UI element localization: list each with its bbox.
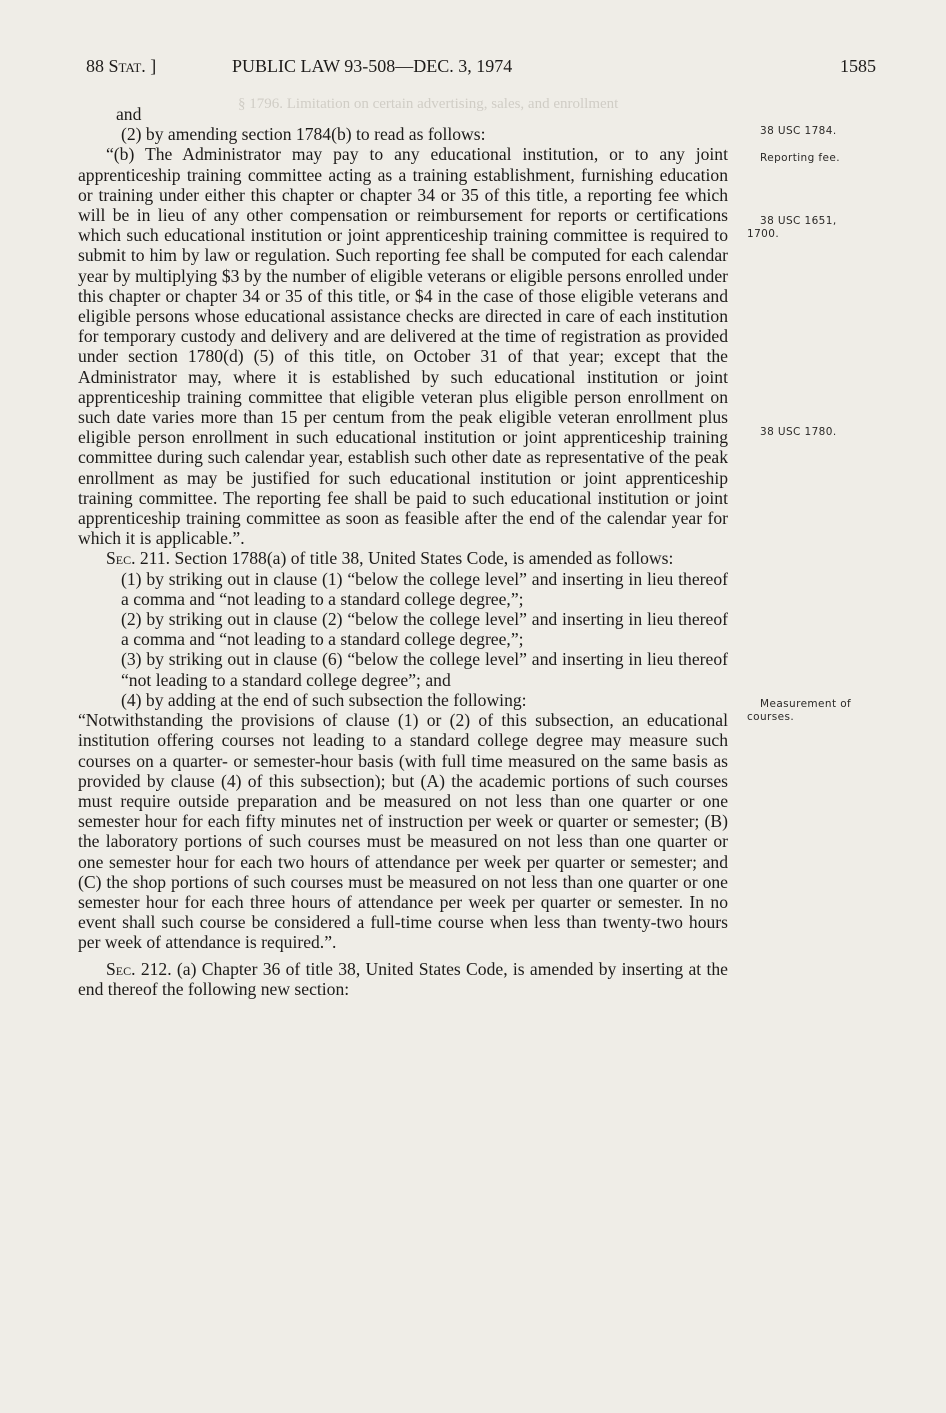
margin-note-reporting-fee: Reporting fee. xyxy=(760,152,840,164)
paragraph-notwithstanding: “Notwithstanding the provisions of clause (1) or (2) of this subsection, an educational institution offering courses not leading to a standard college degree may measure such courses on a quarter- or semester-hour basis (with full time measured on the same basis as provided by clause (4) of this subsection); but (A) the academic portions of such courses must require outside preparation and be measured on not less than one quarter or one semester hour for each fifty minutes net of instruction per week or quarter or semester; (B) the laboratory portions of such courses must be measured on not less than one quarter or one semester hour for each two hours of attendance per week per quarter or semester; and (C) the shop portions of such courses must be measured on not less than one quarter or one semester hour for each three hours of attendance per week per quarter or semester. In no event shall such course be considered a full-time course when less than twenty-two hours per week of attendance is required.”. xyxy=(78,710,728,953)
paragraph-sec-211 xyxy=(78,548,728,568)
bleed-through-text: § 1796. Limitation on certain advertising, sales, and enrollment xyxy=(238,96,619,112)
margin-note-measurement: Measurement of courses. xyxy=(747,698,852,723)
margin-note-38-usc-1651: 38 USC 1651, 1700. xyxy=(747,215,837,240)
section-label: Sec. 211. xyxy=(106,548,171,569)
paragraph-sec-212 xyxy=(78,959,728,999)
paragraph-reporting-fee: “(b) The Administrator may pay to any educational institution, or to any joint apprenticeship training committee acting as a training establishment, furnishing education or training under either this chapter or chapter 34 or 35 of this title, a reporting fee which will be in lieu of any other compensation or reimbursement for reports or certifications which such educational institution or joint apprenticeship training committee is required to submit to him by law or regulation. Such reporting fee shall be computed for each calendar year by multiplying $3 by the number of eligible veterans or eligible persons enrolled under this chapter or chapter 34 or 35 of this title, or $4 in the case of those eligible veterans and eligible persons whose educational assistance checks are directed in care of each institution for temporary custody and delivery and are delivered at the time of registration as provided under section 1780(d) (5) of this title, on October 31 of that year; except that the Administrator may, where it is established by such educational institution or joint apprenticeship training committee that eligible veteran plus eligible person enrollment on such date varies more than 15 per centum from the peak eligible veteran enrollment plus eligible person enrollment in such educational institution or joint apprenticeship training committee during such calendar year, establish such other date as representative of the peak enrollment as may be justified for such educational institution or joint apprenticeship training committee. The reporting fee shall be paid to such educational institution or joint apprenticeship training committee as soon as feasible after the end of the calendar year for which it is applicable.”. xyxy=(78,144,728,549)
statute-volume: 88 Stat. ] xyxy=(86,56,157,76)
clause-3: (3) by striking out in clause (6) “below the college level” and inserting in lieu thereof “not leading to a standard college degree”; and xyxy=(121,649,728,690)
section-text: Section 1788(a) of title 38, United States Code, is amended as follows: xyxy=(174,548,674,569)
margin-note-38-usc-1780: 38 USC 1780. xyxy=(760,426,837,438)
body-text xyxy=(78,104,728,999)
header-title: PUBLIC LAW 93-508—DEC. 3, 1974 xyxy=(232,56,513,76)
clause-2: (2) by striking out in clause (2) “below the college level” and inserting in lieu thereof a comma and “not leading to a standard college degree,”; xyxy=(121,609,728,650)
margin-note-38-usc-1784: 38 USC 1784. xyxy=(760,125,837,137)
section-text: (a) Chapter 36 of title 38, United States Code, is amended by inserting at the end thereof the following new section: xyxy=(78,958,728,999)
paragraph-and: and xyxy=(116,104,142,124)
clause-4: (4) by adding at the end of such subsection the following: xyxy=(121,689,527,710)
running-header xyxy=(86,56,876,82)
paragraph-amend-1784b: (2) by amending section 1784(b) to read as follows: xyxy=(121,124,486,145)
page-number: 1585 xyxy=(840,56,876,76)
clause-1: (1) by striking out in clause (1) “below the college level” and inserting in lieu thereof a comma and “not leading to a standard college degree,”; xyxy=(121,568,728,609)
section-label: Sec. 212. xyxy=(106,958,172,979)
